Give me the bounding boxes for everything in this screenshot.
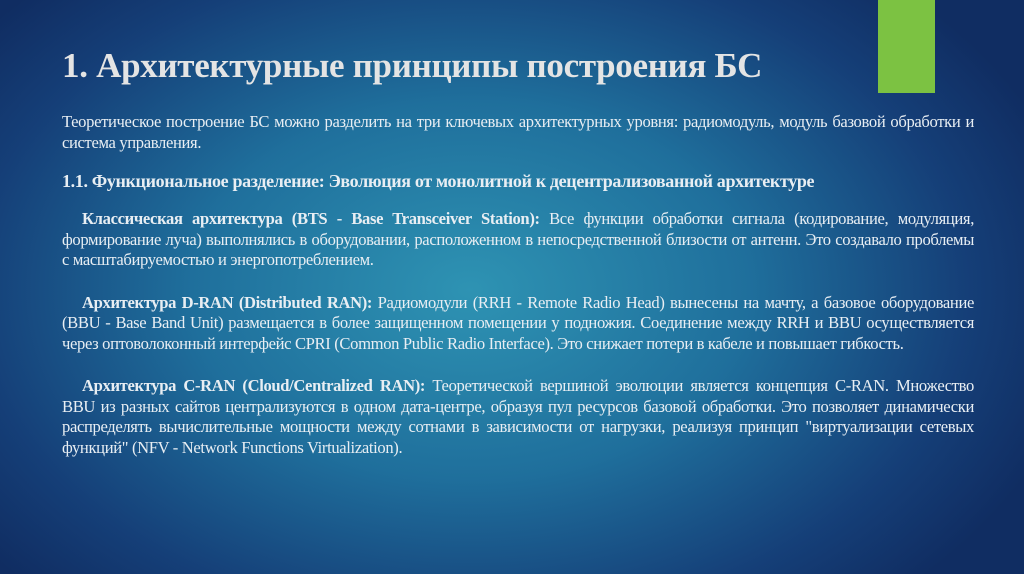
subheading: 1.1. Функциональное разделение: Эволюция от монолитной к децентрализованной архитектуре xyxy=(62,171,815,191)
paragraph-lead: Архитектура D-RAN (Distributed RAN): xyxy=(82,292,373,312)
paragraph-lead: Классическая архитектура (BTS - Base Transceiver Station): xyxy=(82,209,540,228)
paragraph-bts xyxy=(62,209,974,271)
paragraph-text: Теоретической вершиной эволюции является концепция C-RAN. Множество BBU из разных сайтов централизуются в одном дата-центре, образуя пул ресурсов базовой обработки. Это позволяет динамически распределять вычислительные мощности между сотнами в зависимости от нагрузки, реализуя принцип "виртуализации сетевых функций" (NFV - Network Functions Virtualization). xyxy=(62,376,974,457)
slide-title: 1. Архитектурные принципы построения БС xyxy=(62,46,763,85)
paragraph-text: Радиомодули (RRH - Remote Radio Head) вынесены на мачту, а базовое оборудование (BBU - Base Band Unit) размещается в более защищенном помещении у подножия. Соединение между RRH и BBU осуществляется через оптоволоконный интерфейс CPRI (Common Public Radio Interface). Это снижает потери в кабеле и повышает гибкость. xyxy=(62,292,974,353)
intro-text: Теоретическое построение БС можно разделить на три ключевых архитектурных уровня: радиомодуль, модуль базовой обработки и система управления. xyxy=(62,112,974,152)
accent-bar xyxy=(878,0,935,93)
paragraph-cran xyxy=(62,376,974,458)
paragraph-dran xyxy=(62,293,974,355)
paragraph-lead: Архитектура C-RAN (Cloud/Centralized RAN): xyxy=(82,376,426,395)
slide-content xyxy=(62,112,974,480)
paragraph-text: Все функции обработки сигнала (кодирование, модуляция, формирование луча) выполнялись в оборудовании, расположенном в непосредственной близости от антенн. Это создавало проблемы с масштабируемостью и энергопотреблением. xyxy=(62,209,974,269)
